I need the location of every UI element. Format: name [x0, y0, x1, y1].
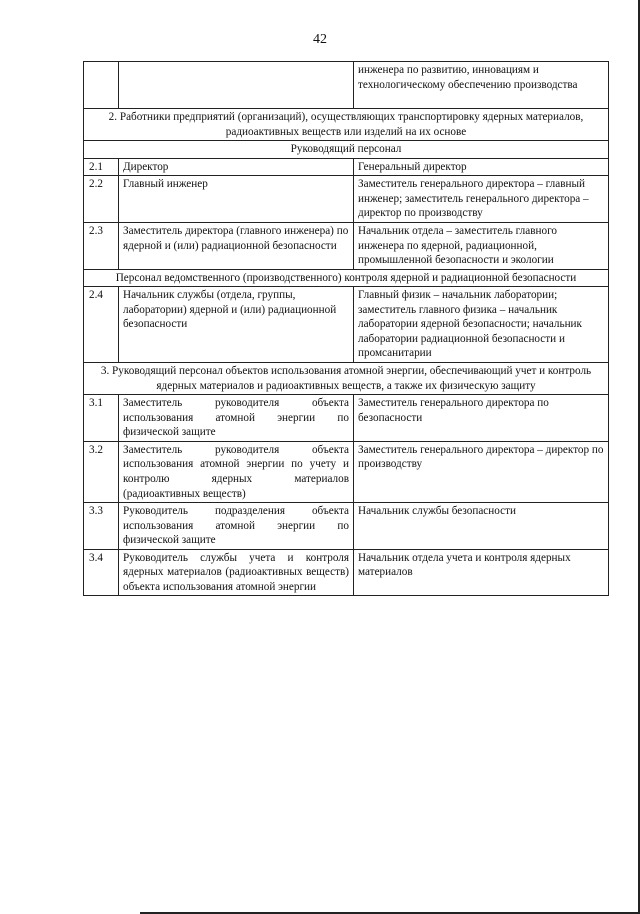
- row-number: 2.4: [84, 287, 119, 363]
- table-row: [84, 441, 609, 502]
- position-cell: Заместитель руководителя объекта использования атомной энергии по физической защите: [119, 395, 354, 442]
- appointing-cell: Начальник отдела – заместитель главного инженера по ядерной, радиационной, промышленной безопасности и экологии: [354, 222, 609, 269]
- row-number: 3.4: [84, 549, 119, 596]
- appointing-cell: Заместитель генерального директора – директор по производству: [354, 441, 609, 502]
- position-cell: Руководитель службы учета и контроля ядерных материалов (радиоактивных веществ) объекта использования атомной энергии: [119, 549, 354, 596]
- position-cell: Главный инженер: [119, 176, 354, 223]
- section-heading-row: [84, 363, 609, 395]
- table-row: [84, 222, 609, 269]
- table-row: [84, 549, 609, 596]
- staff-table: [83, 61, 609, 596]
- table-row: [84, 503, 609, 550]
- position-cell: Руководитель подразделения объекта использования атомной энергии по физической защите: [119, 503, 354, 550]
- appointing-cell: Начальник отдела учета и контроля ядерных материалов: [354, 549, 609, 596]
- position-cell: [119, 62, 354, 109]
- subheading-row: [84, 141, 609, 159]
- table-row: [84, 158, 609, 176]
- row-number: 3.1: [84, 395, 119, 442]
- row-number: 2.3: [84, 222, 119, 269]
- section-heading-row: [84, 109, 609, 141]
- management-heading: Руководящий персонал: [84, 141, 609, 159]
- control-heading: Персонал ведомственного (производственного) контроля ядерной и радиационной безопасности: [84, 269, 609, 287]
- position-cell: Заместитель руководителя объекта использования атомной энергии по учету и контролю ядерных материалов (радиоактивных веществ): [119, 441, 354, 502]
- appointing-cell: Заместитель генерального директора – главный инженер; заместитель генерального директора – директор по производству: [354, 176, 609, 223]
- position-cell: Заместитель директора (главного инженера) по ядерной и (или) радиационной безопасности: [119, 222, 354, 269]
- section-3-heading: 3. Руководящий персонал объектов использования атомной энергии, обеспечивающий учет и контроль ядерных материалов и радиоактивных веществ, а также их физическую защиту: [84, 363, 609, 395]
- row-number: 3.2: [84, 441, 119, 502]
- table-row: [84, 62, 609, 109]
- row-number: 2.2: [84, 176, 119, 223]
- page-number: 42: [313, 32, 327, 47]
- table-row: [84, 395, 609, 442]
- appointing-cell: Заместитель генерального директора по безопасности: [354, 395, 609, 442]
- row-number: [84, 62, 119, 109]
- appointing-cell: Главный физик – начальник лаборатории; заместитель главного физика – начальник лаборатории ядерной безопасности; начальник лаборатории радиационной безопасности и промсанитарии: [354, 287, 609, 363]
- position-cell: Директор: [119, 158, 354, 176]
- row-number: 2.1: [84, 158, 119, 176]
- appointing-cell: инженера по развитию, инновациям и технологическому обеспечению производства: [354, 62, 609, 109]
- section-2-heading: 2. Работники предприятий (организаций), осуществляющих транспортировку ядерных материалов, радиоактивных веществ или изделий на их основе: [84, 109, 609, 141]
- position-cell: Начальник службы (отдела, группы, лаборатории) ядерной и (или) радиационной безопасности: [119, 287, 354, 363]
- row-number: 3.3: [84, 503, 119, 550]
- appointing-cell: Начальник службы безопасности: [354, 503, 609, 550]
- table-row: [84, 287, 609, 363]
- table-row: [84, 176, 609, 223]
- appointing-cell: Генеральный директор: [354, 158, 609, 176]
- subheading-row: [84, 269, 609, 287]
